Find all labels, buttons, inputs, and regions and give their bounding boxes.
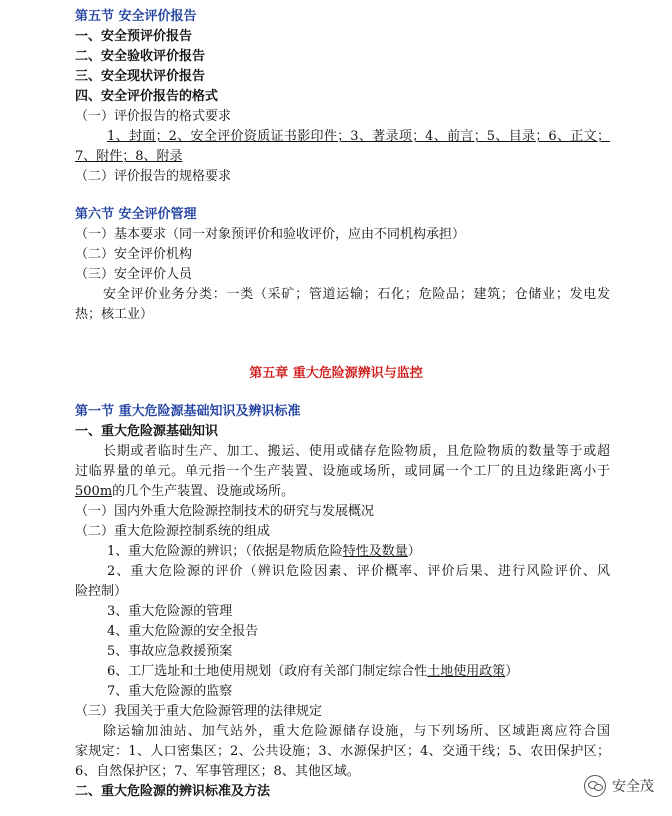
sub-item: （二）重大危险源控制系统的组成 <box>75 524 271 539</box>
heading-item: 一、安全预评价报告 <box>75 29 193 44</box>
format-list-line: 7、附件；8、附录 <box>75 149 183 164</box>
sub-item: （三）安全评价人员 <box>75 267 193 282</box>
list-text: ） <box>505 664 519 679</box>
list-text: 6、工厂选址和土地使用规划（政府有关部门制定综合性 <box>107 664 428 679</box>
list-item: 2、重大危险源的评价（辨识危险因素、评价概率、评价后果、进行风险评价、风 <box>107 564 610 579</box>
list-text: 1、重大危险源的辨识；（依据是物质危险 <box>107 544 343 559</box>
list-item: 4、重大危险源的安全报告 <box>107 624 259 639</box>
list-item: 5、事故应急救援预案 <box>107 644 233 659</box>
section-5-title: 第五节 安全评价报告 <box>75 9 197 24</box>
chapter-5-title: 第五章 重大危险源辨识与监控 <box>249 366 423 381</box>
list-item: 3、重大危险源的管理 <box>107 604 233 619</box>
watermark <box>584 775 654 797</box>
paragraph-line: 热；核工业） <box>75 307 154 322</box>
paragraph-line <box>75 482 672 502</box>
distance-value: 500m <box>75 484 113 499</box>
underlined-text: 特性及数量 <box>342 544 408 559</box>
list-item: 险控制） <box>75 584 128 599</box>
paragraph-line: 6、自然保护区；7、军事管理区；8、其他区域。 <box>75 764 360 779</box>
paragraph-line: 长期或者临时生产、加工、搬运、使用或储存危险物质，且危险物质的数量等于或超 <box>103 444 610 459</box>
heading-item: 二、重大危险源的辨识标准及方法 <box>75 784 271 799</box>
sub-item: （二）评价报告的规格要求 <box>75 169 232 184</box>
paragraph-line: 除运输加油站、加气站外，重大危险源储存设施，与下列场所、区域距离应符合国 <box>103 724 610 739</box>
list-text: ） <box>407 544 421 559</box>
section-1-title: 第一节 重大危险源基础知识及辨识标准 <box>75 404 301 419</box>
sub-item: （一）基本要求（同一对象预评价和验收评价，应由不同机构承担） <box>75 227 466 242</box>
list-item <box>107 662 672 682</box>
heading-item: 一、重大危险源基础知识 <box>75 424 219 439</box>
section-6-title: 第六节 安全评价管理 <box>75 207 197 222</box>
list-item <box>107 542 672 562</box>
sub-item: （三）我国关于重大危险源管理的法律规定 <box>75 704 323 719</box>
sub-item: （二）安全评价机构 <box>75 247 193 262</box>
wechat-icon <box>584 775 606 797</box>
sub-item: （一）国内外重大危险源控制技术的研究与发展概况 <box>75 504 375 519</box>
paragraph-line: 过临界量的单元。单元指一个生产装置、设施或场所，或同属一个工厂的且边缘距离小于 <box>75 464 610 479</box>
paragraph-line: 安全评价业务分类：一类（采矿；管道运输；石化；危险品；建筑；仓储业；发电发 <box>103 287 610 302</box>
list-item: 7、重大危险源的监察 <box>107 684 233 699</box>
heading-item: 四、安全评价报告的格式 <box>75 89 219 104</box>
watermark-text: 安全茂 <box>612 779 654 795</box>
format-list-line: 1、封面；2、安全评价资质证书影印件；3、著录项；4、前言；5、目录；6、正文； <box>107 129 610 144</box>
heading-item: 二、安全验收评价报告 <box>75 49 206 64</box>
heading-item: 三、安全现状评价报告 <box>75 69 206 84</box>
paragraph-line: 家规定：1、人口密集区；2、公共设施；3、水源保护区；4、交通干线；5、农田保护区； <box>75 744 610 759</box>
sub-item: （一）评价报告的格式要求 <box>75 109 232 124</box>
paragraph-text: 的几个生产装置、设施或场所。 <box>112 484 295 499</box>
underlined-text: 土地使用政策 <box>427 664 506 679</box>
